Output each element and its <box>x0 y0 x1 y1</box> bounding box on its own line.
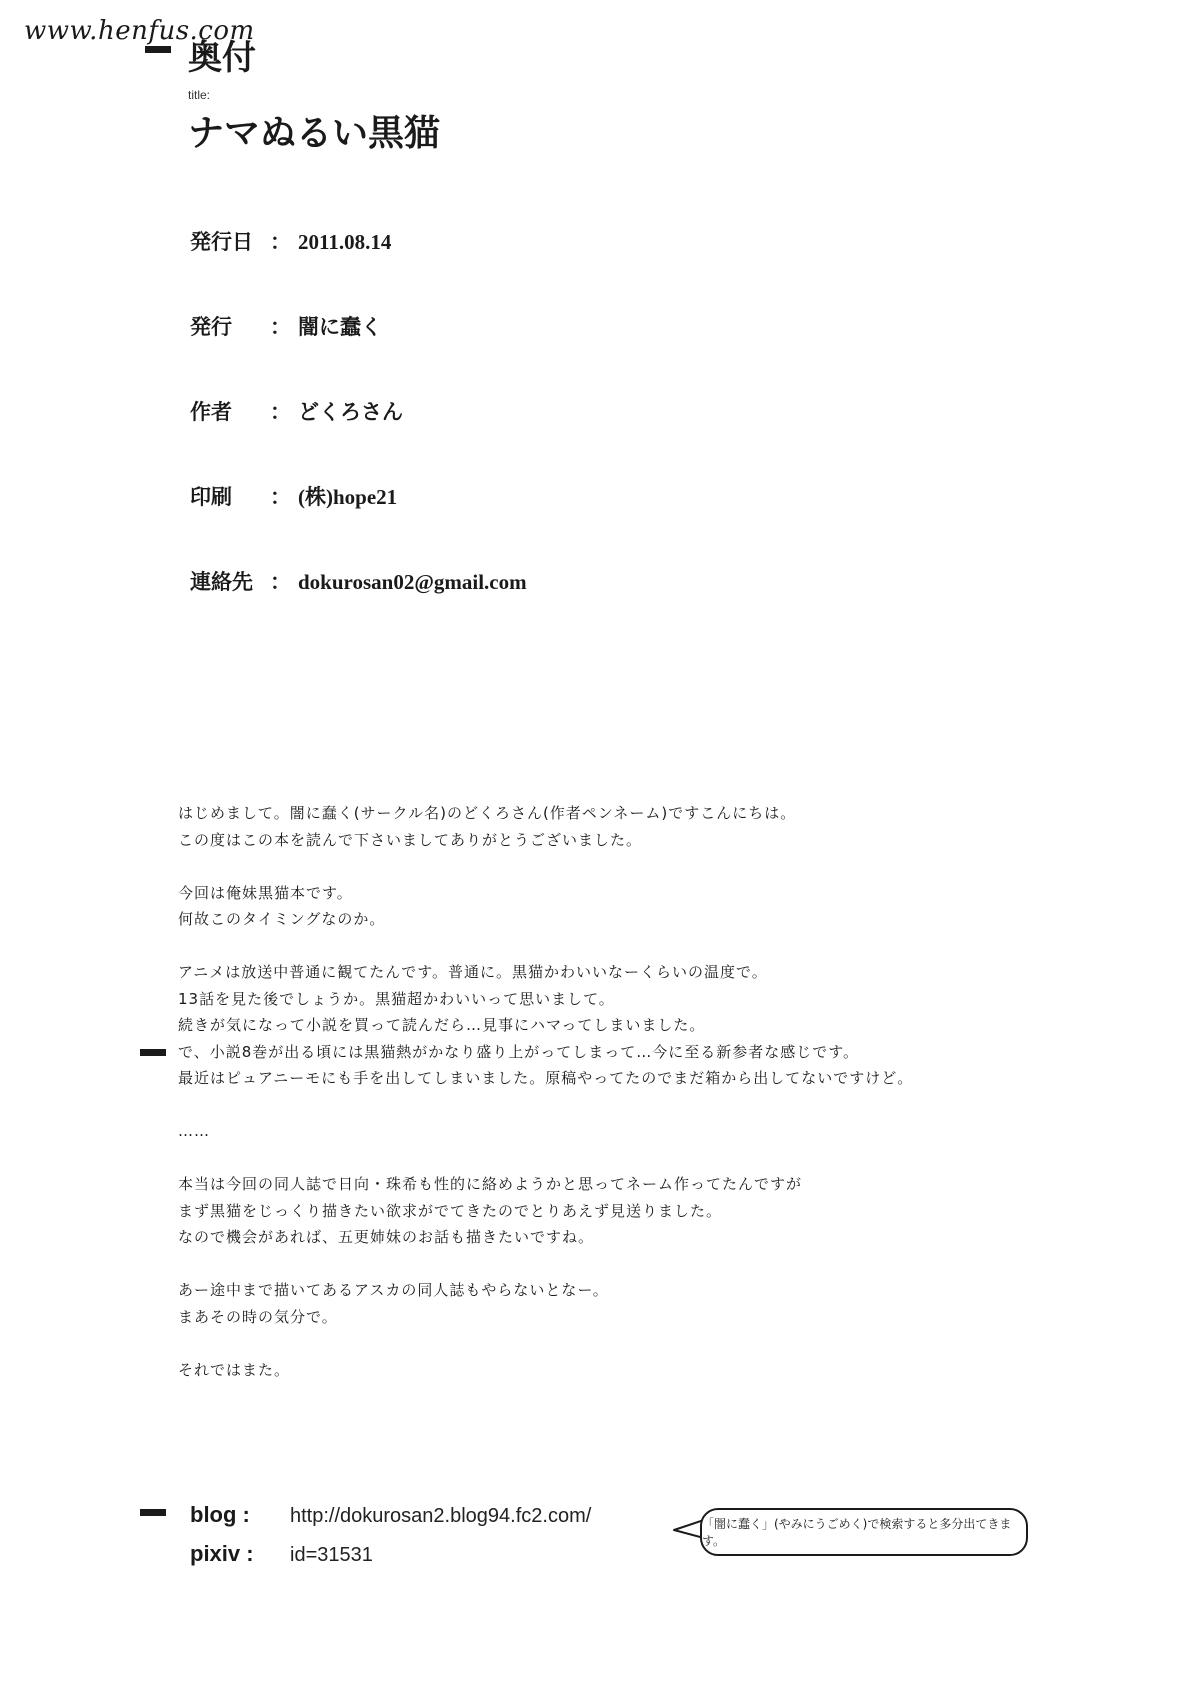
message-line: 何故このタイミングなのか。 <box>178 910 386 928</box>
colophon-value: (株)hope21 <box>298 485 398 509</box>
colophon-row-contact <box>190 566 527 596</box>
message-line: まず黒猫をじっくり描きたい欲求がでてきたのでとりあえず見送りました。 <box>178 1201 723 1220</box>
pixiv-id: id=31531 <box>290 1544 373 1566</box>
pixiv-row <box>190 1541 373 1567</box>
colophon-label: 作者 <box>190 399 232 424</box>
message-line: この度はこの本を読んで下さいましてありがとうございました。 <box>178 830 643 849</box>
message-line: それではまた。 <box>178 1360 291 1379</box>
speech-bubble <box>700 1508 1028 1556</box>
message-line: 13話を見た後でしょうか。黒猫超かわいいって思いまして。 <box>178 989 615 1008</box>
book-title: ナマぬるい黒猫 <box>188 112 441 154</box>
colophon-value: dokurosan02@gmail.com <box>298 570 527 594</box>
colophon-colon: ： <box>270 399 291 424</box>
message-dash <box>140 1049 166 1056</box>
colophon-value: どくろさん <box>298 400 403 424</box>
message-line: 今回は俺妹黒猫本です。 <box>178 883 353 902</box>
colophon-label: 連絡先 <box>190 569 253 594</box>
colophon-label: 発行日 <box>190 229 253 254</box>
colophon-colon: ： <box>270 484 291 509</box>
colophon-colon: ： <box>270 569 291 594</box>
colophon-value: 闇に蠢く <box>298 315 382 339</box>
blog-row <box>190 1502 591 1528</box>
colophon-colon: ： <box>270 229 291 254</box>
message-line: 本当は今回の同人誌で日向・珠希も性的に絡めようかと思ってネーム作ってたんですが <box>178 1175 803 1193</box>
message-line: 最近はピュアニーモにも手を出してしまいました。原稿やってたのでまだ箱から出してないですけど。 <box>178 1069 914 1087</box>
colophon-value: 2011.08.14 <box>298 230 392 254</box>
colophon-label: 印刷 <box>190 484 232 509</box>
colophon-row-date <box>190 226 391 256</box>
colophon-row-author <box>190 396 403 426</box>
message-line: まあその時の気分で。 <box>178 1307 338 1326</box>
blog-label: blog : <box>190 1502 250 1527</box>
colophon-colon: ： <box>270 314 291 339</box>
message-line: なので機会があれば、五更姉妹のお話も描きたいですね。 <box>178 1228 595 1246</box>
links-dash <box>140 1509 166 1516</box>
watermark: www.henfus.com <box>24 16 255 46</box>
message-line: で、小説8巻が出る頃には黒猫熱がかなり盛り上がってしまって…今に至る新参者な感じです。 <box>178 1042 860 1061</box>
pixiv-label: pixiv : <box>190 1541 254 1566</box>
message-line: はじめまして。闇に蠢く(サークル名)のどくろさん(作者ペンネーム)ですこんにちは。 <box>178 804 797 822</box>
colophon-label: 発行 <box>190 314 232 339</box>
section-heading: 奥付 <box>188 38 256 78</box>
author-message <box>178 800 1058 1383</box>
colophon-row-printer <box>190 481 397 511</box>
message-line: あー途中まで描いてあるアスカの同人誌もやらないとなー。 <box>178 1281 609 1299</box>
speech-bubble-text: 「闇に蠢く」(やみにうごめく)で検索すると多分出てきます。 <box>702 1517 1012 1548</box>
message-line: 続きが気になって小説を買って読んだら…見事にハマってしまいました。 <box>178 1016 706 1034</box>
message-line: アニメは放送中普通に観てたんです。普通に。黒猫かわいいなーくらいの温度で。 <box>178 963 768 981</box>
title-label: title: <box>188 88 211 102</box>
message-line: …… <box>178 1122 210 1140</box>
section-dash <box>145 46 171 53</box>
blog-url: http://dokurosan2.blog94.fc2.com/ <box>290 1505 592 1527</box>
colophon-row-publisher <box>190 311 382 341</box>
